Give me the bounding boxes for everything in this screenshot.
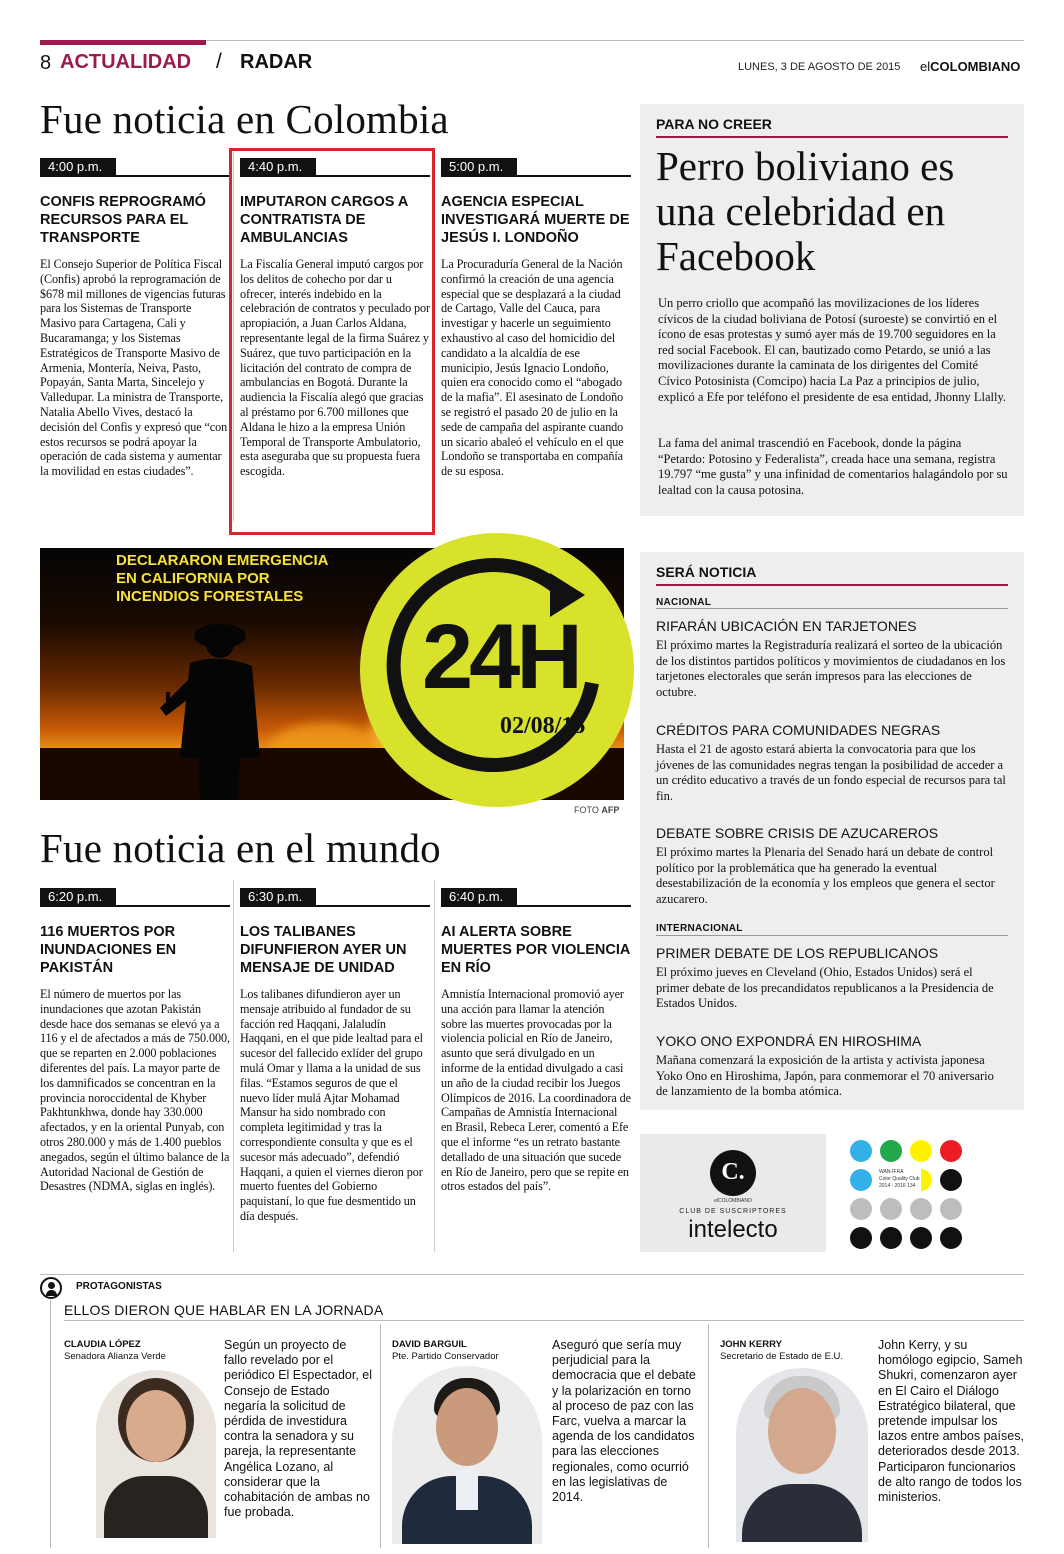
sera-noticia-box [640, 552, 1024, 1110]
page-number: 8 [40, 52, 52, 74]
color-swatch [910, 1140, 932, 1162]
para-no-creer-title: Perro boliviano es una celebridad en Facebook [656, 143, 955, 279]
person-name: DAVID BARGUIL [392, 1339, 467, 1350]
person-divider [380, 1324, 381, 1548]
story-headline: AGENCIA ESPECIAL INVESTIGARÁ MUERTE DE JESÚS I. LONDOÑO [441, 194, 630, 246]
sera-noticia-kicker: SERÁ NOTICIA [656, 564, 757, 580]
person-name: CLAUDIA LÓPEZ [64, 1339, 141, 1350]
subsection-name: RADAR [240, 51, 313, 73]
color-swatch [880, 1140, 902, 1162]
person-name: JOHN KERRY [720, 1339, 782, 1350]
nacional-label: NACIONAL [656, 597, 712, 608]
para-no-creer-kicker: PARA NO CREER [656, 116, 772, 132]
david-barguil-photo [392, 1366, 542, 1544]
mundo-story-2 [240, 888, 430, 1224]
quality-line-3: 2014 - 2016 134 [879, 1183, 916, 1189]
news-body: Mañana comenzará la exposición de la artista y activista japonesa Yoko Ono en Hiroshima, Japón, para conmemorar el 70 aniversario de lanzamiento de la bomba atómica. [656, 1053, 994, 1099]
colombia-section-title: Fue noticia en Colombia [40, 96, 449, 142]
news-body: El próximo martes la Plenaria del Senado hará un debate de control político por la problemática que ha generado la eventual desestabilización de la economía y los empleos que genera el sector azucarero. [656, 845, 995, 906]
news-headline: RIFARÁN UBICACIÓN EN TARJETONES [656, 618, 917, 634]
section-separator: / [216, 50, 222, 73]
24h-badge [360, 533, 634, 807]
person-role: Senadora Alianza Verde [64, 1351, 166, 1362]
photo-caption: DECLARARON EMERGENCIA EN CALIFORNIA POR INCENDIOS FORESTALES [116, 552, 328, 605]
story-time: 5:00 p.m. [441, 158, 517, 175]
quality-line-1: WAN-IFRA [879, 1169, 904, 1175]
mundo-story-3 [441, 888, 631, 1194]
news-body: El próximo martes la Registraduría realizará el sorteo de la ubicación de los distintos partidos políticos y movimientos de ciudadanos en los tarjetones electorales que serán impresos para las elecciones de octubre. [656, 638, 1006, 699]
ad-logo-small: elCOLOMBIANO [714, 1198, 752, 1204]
story-headline: 116 MUERTOS POR INUNDACIONES EN PAKISTÁN [40, 924, 177, 976]
john-kerry-photo [736, 1368, 868, 1542]
story-time: 6:30 p.m. [240, 888, 316, 905]
issue-date: LUNES, 3 DE AGOSTO DE 2015 [738, 61, 901, 73]
time-rule [240, 905, 430, 907]
time-rule [40, 175, 230, 177]
news-headline: PRIMER DEBATE DE LOS REPUBLICANOS [656, 945, 939, 961]
quality-line-2: Color Quality Club [879, 1176, 920, 1182]
section-name: ACTUALIDAD [60, 51, 192, 73]
protagonistas-subtitle: ELLOS DIERON QUE HABLAR EN LA JORNADA [64, 1302, 384, 1318]
kicker-rule [656, 136, 1008, 138]
color-quality-chart [846, 1138, 1024, 1252]
section-accent-bar [40, 40, 206, 45]
story-time: 6:40 p.m. [441, 888, 517, 905]
para-no-creer-body: Un perro criollo que acompañó las movilizaciones de los líderes cívicos de la ciudad boliviana de Potosí (suroeste) se convirtió en el ícono de esas protestas y sumó ayer más de 19.700 seguidores en la red social Facebook. El can, bautizado como Petardo, se unió a las movilizaciones durante la caminata de los dirigentes del Comité Cívico Potosinista (Comcipo) hacia La Paz a principios de julio, explicó a Efe por teléfono el presidente de esa entidad, Jhonny Llally. [658, 296, 1007, 404]
para-no-creer-body-2: La fama del animal trascendió en Facebook, donde la página “Petardo: Potosino y Federalista”, creada hace una semana, registra 19.797 “me gusta” y una infinidad de comentarios halagándolo por su lealtad con la causa potosina. [658, 436, 1008, 497]
story-headline: CONFIS REPROGRAMÓ RECURSOS PARA EL TRANSPORTE [40, 194, 206, 246]
story-body: El Consejo Superior de Política Fiscal (Confis) aprobó la reprogramación de $678 mil millones de vigencias futuras para los Sistemas de Transporte Masivo para Cartagena, Cali y Bucaramanga; y los Sistemas Estratégicos de Transporte Masivo de Armenia, Montería, Neiva, Pasto, Popayán, Santa Marta, Sincelejo y Valledupar. La ministra de Transporte, Natalia Abello Vives, destacó la decisión del Confis y expresó que “con estos recursos se podrá apoyar la operación de cada sistema y aumentar la movilidad en estas ciudades”. [40, 257, 228, 479]
protagonistas-rule [40, 1274, 1024, 1275]
claudia-lopez-photo [96, 1370, 216, 1538]
color-swatch [850, 1140, 872, 1162]
story-time: 6:20 p.m. [40, 888, 116, 905]
time-rule [441, 175, 631, 177]
person-role: Pte. Partido Conservador [392, 1351, 499, 1362]
quality-label [878, 1168, 921, 1191]
time-rule [441, 905, 631, 907]
news-headline: CRÉDITOS PARA COMUNIDADES NEGRAS [656, 722, 941, 738]
mundo-story-1 [40, 888, 230, 1194]
subtitle-rule [64, 1320, 1024, 1321]
photo-credit-label: FOTO [574, 805, 599, 815]
column-divider [233, 880, 234, 1252]
news-body: El próximo jueves en Cleveland (Ohio, Estados Unidos) será el primer debate de los precandidatos republicanos a la Presidencia de Estados Unidos. [656, 965, 994, 1011]
colombia-story-3 [441, 158, 631, 479]
color-swatch [910, 1198, 932, 1220]
story-body: Los talibanes difundieron ayer un mensaje atribuido al fundador de su facción red Haqqani, Jalaludín Haqqani, en el que pide lealtad para el sucesor del fallecido exlíder del grupo mulá Omar y llama a la unidad de sus filas. “Estamos seguros de que el nuevo líder mulá Ajtar Mohamad Mansur ha sido nombrado con completa legitimidad y tras la correspondiente consulta y que es el sucesor más adecuado”, defendió Haqqani, a quien el viernes dieron por muerto fuentes del Gobierno paquistaní, lo que fue desmentido un día después. [240, 987, 423, 1223]
story-headline: IMPUTARON CARGOS A CONTRATISTA DE AMBULANCIAS [240, 194, 408, 246]
logo-prefix: el [920, 59, 931, 74]
color-swatch [880, 1227, 902, 1249]
story-body: Amnistía Internacional promovió ayer una acción para llamar la atención sobre las muertes provocadas por la violencia policial en Río de Janeiro, asunto que será divulgado en un informe de la entidad divulgado a casi un año de la ciudad recibir los Juegos Olímpicos de 2016. La coordinadora de Campañas de Amnistía Internacional en Brasil, Rebeca Lerer, comentó a Efe que el informe “es un retrato bastante detallado de una situación que sucede en Río de Janeiro, pero que se repite en otros estados del país”. [441, 987, 631, 1194]
column-divider [434, 880, 435, 1252]
protagonistas-label: PROTAGONISTAS [76, 1281, 162, 1292]
story-headline: AI ALERTA SOBRE MUERTES POR VIOLENCIA EN RÍO [441, 924, 630, 976]
person-text: John Kerry, y su homólogo egipcio, Sameh Shukri, comenzaron ayer en El Cairo el Diálogo Estratégico bilateral, que pretende impulsar los lazos entre ambos países, deteriorados desde 2013. Participaron funcionarios de alto rango de todos los ministerios. [878, 1338, 1024, 1505]
highlight-box [229, 148, 435, 535]
newspaper-logo [920, 59, 1020, 74]
color-swatch [850, 1198, 872, 1220]
person-icon [40, 1277, 62, 1299]
news-body: Hasta el 21 de agosto estará abierta la convocatoria para que los jóvenes de las comunidades negras tengan la posibilidad de acceder a un crédito educativo a través de un fondo especial de recursos para tal fin. [656, 742, 1006, 803]
protagonistas-left-rule [50, 1300, 51, 1548]
colombiano-logo-icon: C. [710, 1150, 756, 1196]
badge-24h-text: 24H [422, 606, 579, 708]
person-text: Aseguró que sería muy perjudicial para la democracia que el debate y la polarización en torno al proceso de paz con las Farc, vuelva a marcar la agenda de los candidatos para las elecciones regionales, como ocurrió en las legislativas de 2014. [552, 1338, 696, 1505]
mundo-section-title: Fue noticia en el mundo [40, 825, 441, 871]
label-rule [656, 935, 1008, 936]
news-headline: DEBATE SOBRE CRISIS DE AZUCAREROS [656, 825, 939, 841]
color-swatch [850, 1169, 872, 1191]
color-swatch [910, 1227, 932, 1249]
color-swatch [940, 1140, 962, 1162]
internacional-label: INTERNACIONAL [656, 923, 743, 934]
story-headline: LOS TALIBANES DIFUNFIERON AYER UN MENSAJE DE UNIDAD [240, 924, 407, 976]
photo-credit-source: AFP [601, 805, 620, 815]
color-swatch [940, 1198, 962, 1220]
person-text: Según un proyecto de fallo revelado por el periódico El Espectador, el Consejo de Estado negaría la solicitud de pérdida de investidura contra la senadora y su pareja, la representante Angélica Lozano, al considerar que la cohabitación de ambas no fue probada. [224, 1338, 373, 1520]
label-rule [656, 608, 1008, 609]
firefighter-silhouette [160, 608, 320, 800]
logo-name: COLOMBIANO [930, 59, 1021, 74]
color-swatch [940, 1227, 962, 1249]
story-time: 4:00 p.m. [40, 158, 116, 175]
story-body: El número de muertos por las inundaciones que azotan Pakistán desde hace dos semanas se elevó ya a 116 y el de afectados a más de 750.000, que se reparten en 2.000 poblaciones diferentes del país. La mayor parte de los damnificados se concentran en la provincia noroccidental de Khyber Pakhtunkhwa, donde hay 330.000 afectados, y en la oriental Punyab, con otros 280.000 y más de 1.400 pueblos anegados, según el último balance de la Autoridad Nacional de Gestión de Desastres (NDMA, siglas en inglés). [40, 987, 230, 1194]
badge-date: 02/08/15 [500, 713, 586, 739]
ad-brand: intelecto [688, 1216, 778, 1243]
color-swatch [850, 1227, 872, 1249]
news-headline: YOKO ONO EXPONDRÁ EN HIROSHIMA [656, 1033, 922, 1049]
intelecto-ad [640, 1134, 826, 1252]
story-body: La Fiscalía General imputó cargos por los delitos de cohecho por dar u ofrecer, interés indebido en la celebración de contratos y peculado por apropiación, a Juan Carlos Aldana, representante legal de la firma Suárez y Suárez, que tuvo participación en la licitación del contrato de compra de ambulancias en Bogotá. Durante la audiencia la Fiscalía alegó que gracias al préstamo por 6.700 millones que Aldana le hizo a la empresa Unión Temporal de Transporte Ambulatorio, esta aseguraba que su propuesta fuera escogida. [240, 257, 430, 479]
color-swatch [940, 1169, 962, 1191]
story-body: La Procuraduría General de la Nación confirmó la creación de una agencia especial que se desplazará a la ciudad de Cartago, Valle del Cauca, para investigar y hacerle un seguimiento exhaustivo al caso del homicidio del candidato a la alcaldía de ese municipio, Jesús Ignacio Londoño, quien era conocido como el “abogado de la mafia”. El asesinato de Londoño se registró el pasado 20 de julio en la sede de campaña del aspirante cuando un sicario abaleó el vehículo en el que Londoño se transportaba en compañía de su esposa. [441, 257, 624, 479]
photo-credit [574, 805, 619, 815]
color-swatch [880, 1198, 902, 1220]
ad-club-text: CLUB DE SUSCRIPTORES [679, 1208, 787, 1215]
story-time: 4:40 p.m. [240, 158, 316, 175]
kicker-rule [656, 584, 1008, 586]
para-no-creer-box [640, 104, 1024, 516]
time-rule [40, 905, 230, 907]
person-role: Secretario de Estado de E.U. [720, 1351, 844, 1362]
person-divider [708, 1324, 709, 1548]
colombia-story-1 [40, 158, 230, 479]
